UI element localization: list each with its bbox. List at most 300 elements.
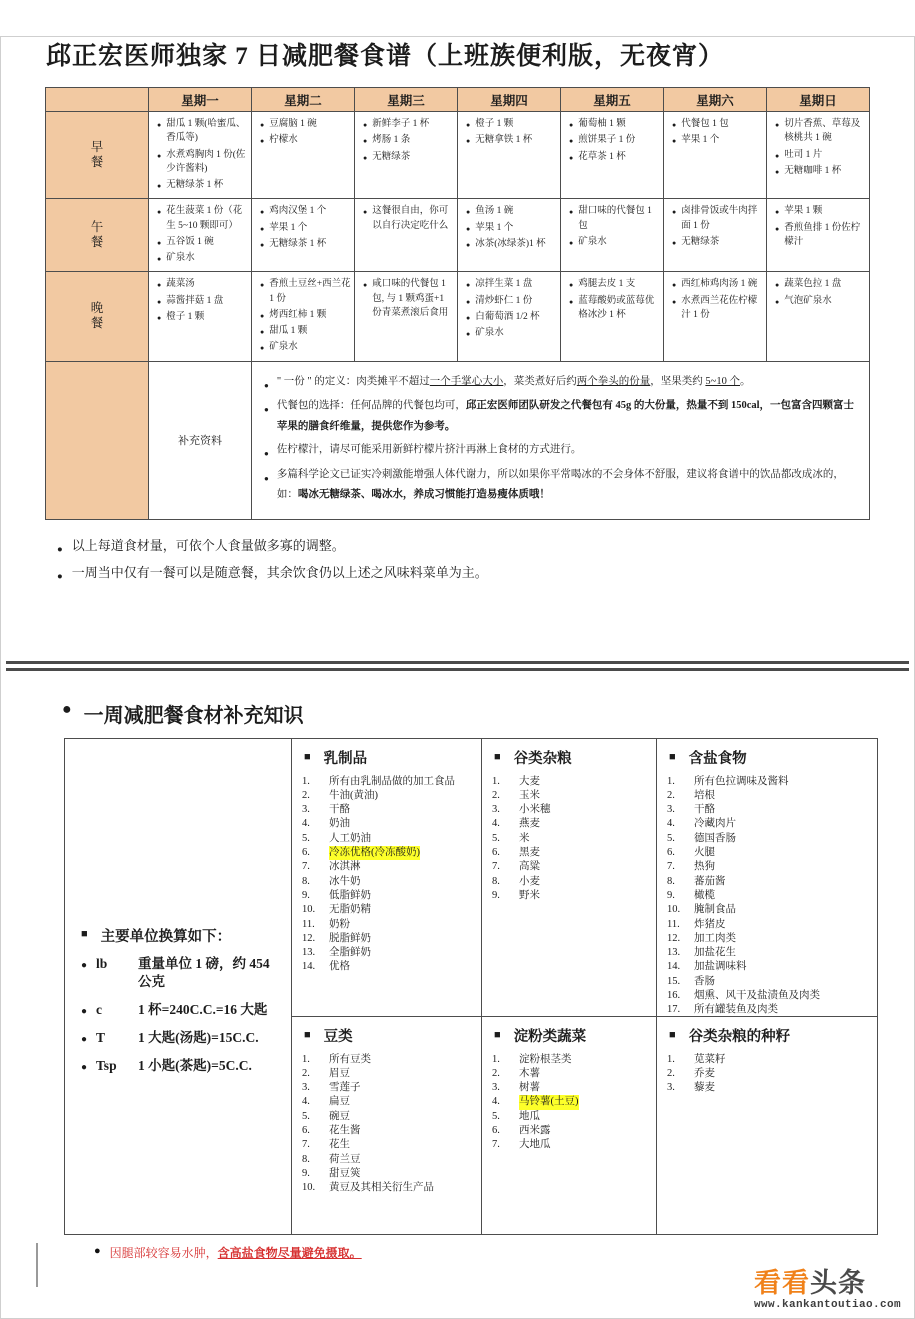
meal-label	[46, 199, 149, 272]
food-group-title	[302, 1025, 475, 1046]
food-item	[492, 789, 650, 803]
menu-item-text: 水煮鸡胸肉 1 份(佐少许酱料)	[166, 149, 246, 174]
menu-item	[463, 133, 557, 147]
supplement-item-text	[277, 372, 751, 394]
food-item-number: 4.	[667, 818, 675, 830]
bullet-icon: ●	[363, 121, 368, 129]
food-item	[667, 875, 871, 889]
food-item	[302, 803, 475, 817]
menu-item	[257, 340, 351, 354]
bullet-icon: ●	[81, 1062, 88, 1074]
bullet-icon: ●	[466, 281, 471, 290]
food-item	[302, 1095, 475, 1109]
food-group-title	[302, 747, 475, 768]
food-item-number: 2.	[667, 1067, 675, 1079]
unit-desc: 1 大匙(汤匙)=15C.C.	[138, 1030, 259, 1046]
food-item-text: 炸猪皮	[694, 918, 726, 930]
watermark-url: www.kankantoutiao.com	[753, 1299, 901, 1311]
menu-item	[669, 117, 763, 131]
food-item-text: 苋菜籽	[694, 1053, 726, 1065]
menu-item-text: 煎饼果子 1 份	[578, 135, 636, 146]
food-group-cell	[291, 1016, 481, 1234]
meal-row	[46, 272, 870, 361]
food-item-text: 冷冻优格(冷冻酸奶)	[329, 846, 420, 860]
food-group-title-text: 豆类	[323, 1028, 353, 1045]
food-item-number: 9.	[492, 889, 500, 901]
food-item	[667, 1067, 871, 1081]
menu-notes	[57, 533, 915, 587]
unit-conversion-item	[79, 1057, 283, 1076]
bullet-icon: ●	[81, 1034, 88, 1046]
menu-item-text: 咸口味的代餐包 1 包, 与 1 颗鸡蛋+1 份青菜煮滚后食用	[372, 279, 449, 318]
food-item-text: 玉米	[519, 789, 540, 801]
text-segment: 代餐包的选择：任何品牌的代餐包均可，	[276, 400, 466, 412]
text-segment: ，菜类煮好后约	[503, 375, 577, 387]
food-item-number: 6.	[667, 847, 675, 859]
food-item-text: 干酪	[329, 804, 350, 816]
food-item-number: 7.	[667, 861, 675, 873]
food-item	[302, 932, 475, 946]
text-segment: 含高盐食物尽量避免摄取。	[217, 1245, 362, 1260]
food-item-number: 2.	[302, 789, 310, 801]
bullet-icon: ●	[569, 137, 574, 146]
food-item-number: 8.	[492, 875, 500, 887]
food-item-text: 冰淇淋	[329, 861, 361, 873]
text-segment: " 一份 " 的定义：肉类摊平不超过	[276, 375, 430, 387]
page-title: 邱正宏医师独家 7 日减肥餐食谱（上班族便利版，无夜宵）	[46, 43, 725, 70]
food-item	[492, 1138, 650, 1152]
menu-item	[566, 150, 660, 164]
unit-abbr: T	[96, 1030, 106, 1046]
food-group-title-text: 谷类杂粮	[513, 750, 572, 767]
menu-item-text: 葡萄柚 1 颗	[578, 119, 626, 129]
salt-warning-text	[110, 1244, 362, 1261]
food-item-text: 全脂鲜奶	[329, 947, 371, 959]
food-item	[667, 832, 871, 846]
food-item	[667, 1003, 871, 1015]
menu-item	[463, 294, 557, 308]
menu-item-text: 矿泉水	[269, 342, 298, 353]
food-group-title-text: 淀粉类蔬菜	[513, 1028, 587, 1045]
food-item-text: 冰牛奶	[329, 875, 361, 887]
food-item	[302, 1138, 475, 1152]
food-group-title-text: 乳制品	[323, 750, 368, 767]
food-item-number: 1.	[492, 1053, 500, 1065]
food-item	[302, 832, 475, 846]
bullet-icon: ●	[260, 328, 265, 336]
food-item-text: 高粱	[519, 861, 540, 873]
text-segment: 佐柠檬汁，请尽可能采用新鲜柠檬片挤汁再淋上食材的方式进行。	[276, 444, 582, 456]
day-header: 星期四	[458, 88, 561, 112]
meal-label-char: 餐	[90, 235, 104, 250]
menu-item-text: 花生菠菜 1 份（花生 5~10 颗即可）	[166, 206, 243, 231]
menu-item	[154, 294, 248, 308]
food-item-text: 小麦	[519, 875, 540, 887]
food-item-number: 6.	[302, 1125, 310, 1137]
food-item-number: 2.	[667, 789, 675, 801]
bullet-icon: ●	[672, 297, 677, 306]
note-text: 以上每道食材量，可依个人食量做多寡的调整。	[71, 537, 345, 553]
bullet-icon: ●	[260, 121, 265, 129]
food-item-number: 13.	[302, 947, 316, 959]
food-item	[667, 860, 871, 874]
food-item-text: 培根	[694, 789, 715, 801]
food-item-number: 7.	[302, 1139, 310, 1151]
food-item-text: 奶粉	[329, 918, 350, 930]
bullet-icon: ●	[775, 297, 780, 306]
food-item-text: 脱脂鲜奶	[329, 932, 371, 944]
meal-label-char: 早	[90, 139, 104, 154]
supplement-item	[260, 396, 857, 437]
bullet-icon: ●	[775, 121, 780, 129]
menu-item	[257, 324, 351, 338]
menu-item	[669, 235, 763, 249]
food-item-text: 黑麦	[519, 847, 540, 859]
food-item-text: 藜麦	[694, 1082, 715, 1094]
menu-item	[360, 277, 454, 320]
menu-item	[772, 117, 866, 146]
food-group-title	[492, 747, 650, 768]
food-knowledge-table	[64, 738, 878, 1235]
menu-cell	[561, 112, 664, 199]
bullet-icon: ●	[157, 297, 162, 306]
menu-cell	[458, 199, 561, 272]
food-item	[667, 1053, 871, 1067]
food-item-number: 10.	[302, 1182, 316, 1194]
menu-cell	[149, 112, 252, 199]
menu-item-text: 无糖绿茶	[372, 151, 411, 162]
day-header: 星期一	[149, 88, 252, 112]
food-item	[492, 1053, 650, 1067]
food-item-text: 橄榄	[694, 889, 715, 901]
bullet-icon: ●	[775, 224, 780, 233]
menu-item-text: 清炒虾仁 1 份	[475, 295, 533, 306]
text-segment: 5~10 个	[705, 375, 740, 387]
menu-item	[257, 133, 351, 147]
food-item-text: 西米露	[519, 1125, 551, 1137]
food-item	[492, 1124, 650, 1138]
menu-item	[360, 204, 454, 233]
bullet-icon: ●	[569, 281, 574, 290]
note-text: 一周当中仅有一餐可以是随意餐，其余饮食仍以上述之风味料菜单为主。	[71, 564, 488, 580]
food-item-number: 12.	[667, 932, 681, 944]
food-item	[302, 1110, 475, 1124]
bullet-icon: ●	[672, 208, 677, 217]
food-item-text: 腌制食品	[694, 904, 736, 916]
menu-item	[154, 277, 248, 291]
food-group-cell	[291, 739, 481, 1016]
menu-item-text: 矿泉水	[578, 236, 607, 247]
menu-item-text: 甜口味的代餐包 1 包	[578, 206, 652, 231]
food-item-text: 燕麦	[519, 818, 540, 830]
menu-item-text: 花草茶 1 杯	[578, 151, 626, 162]
menu-item-text: 西红柿鸡肉汤 1 碗	[681, 279, 758, 290]
menu-cell	[355, 272, 458, 361]
meal-label-char: 餐	[90, 155, 104, 170]
food-item	[492, 1095, 650, 1109]
food-item-text: 加工肉类	[694, 932, 736, 944]
food-item-number: 3.	[492, 804, 500, 816]
menu-item-text: 蔬菜色拉 1 盘	[784, 279, 842, 290]
menu-item-text: 矿泉水	[475, 328, 504, 338]
watermark	[754, 1269, 901, 1311]
food-item-number: 2.	[302, 1067, 310, 1079]
food-group-cell	[481, 1016, 656, 1234]
bullet-icon: ●	[466, 121, 471, 129]
food-item	[492, 889, 650, 903]
text-segment: 一个手掌心大小	[429, 375, 504, 387]
menu-item	[257, 117, 351, 131]
unit-abbr: Tsp	[96, 1058, 117, 1074]
food-item-number: 3.	[492, 1082, 500, 1094]
food-item	[492, 860, 650, 874]
menu-item	[257, 221, 351, 235]
food-item-text: 所有豆类	[329, 1053, 371, 1065]
food-item-number: 7.	[492, 1139, 500, 1151]
menu-item-text: 烤西红柿 1 颗	[269, 309, 327, 320]
text-segment: 邱正宏医师团队研发之代餐包有 45g 的大份量，热量不到 150cal，一包富含四颗富士苹果的膳食纤维量，提供您作为参考。	[276, 400, 855, 432]
food-item-number: 9.	[667, 889, 675, 901]
square-bullet-icon: ■	[81, 927, 88, 940]
menu-item-text: 橙子 1 颗	[166, 311, 205, 322]
food-item	[492, 1081, 650, 1095]
food-item-number: 15.	[667, 975, 681, 987]
unit-desc: 重量单位 1 磅，约 454 公克	[138, 955, 270, 990]
bullet-icon: ●	[81, 959, 88, 971]
food-group-cell	[656, 1016, 877, 1234]
menu-cell	[458, 112, 561, 199]
unit-abbr: lb	[96, 955, 108, 971]
food-group-title-text: 含盐食物	[688, 750, 747, 767]
menu-cell	[252, 272, 355, 361]
food-item	[302, 889, 475, 903]
menu-item-text: 柠檬水	[269, 135, 298, 146]
menu-item-text: 新鲜李子 1 杯	[372, 119, 430, 129]
food-item	[667, 989, 871, 1003]
menu-item	[566, 294, 660, 323]
food-item	[302, 1067, 475, 1081]
menu-cell	[458, 272, 561, 361]
bullet-icon: ●	[672, 121, 677, 129]
bullet-icon: ●	[94, 1244, 101, 1257]
supplement-item	[260, 372, 857, 394]
food-item-text: 木薯	[519, 1067, 540, 1079]
food-item	[302, 960, 475, 974]
food-item	[667, 803, 871, 817]
menu-cell	[664, 112, 767, 199]
food-item-text: 德国香肠	[694, 832, 736, 844]
day-header: 星期三	[355, 88, 458, 112]
food-item	[492, 803, 650, 817]
food-item	[492, 846, 650, 860]
supplement-item-text	[277, 465, 857, 506]
menu-item-text: 蔬菜汤	[166, 279, 195, 290]
food-item	[667, 775, 871, 789]
food-item-text: 淀粉根茎类	[519, 1053, 572, 1065]
meal-label-char: 晚	[90, 300, 104, 315]
menu-item-text: 橙子 1 颗	[475, 119, 514, 129]
bullet-icon: ●	[62, 700, 72, 718]
bullet-icon: ●	[569, 297, 574, 306]
food-item-text: 干酪	[694, 804, 715, 816]
menu-item	[257, 308, 351, 322]
menu-item-text: 冰茶(冰绿茶)1 杯	[475, 238, 546, 249]
menu-cell	[664, 272, 767, 361]
menu-item-text: 气泡矿泉水	[784, 295, 832, 306]
food-item-text: 加盐花生	[694, 947, 736, 959]
food-item	[667, 889, 871, 903]
food-item	[302, 946, 475, 960]
square-bullet-icon: ■	[304, 750, 311, 763]
food-item-number: 6.	[492, 847, 500, 859]
bullet-icon: ●	[260, 224, 265, 233]
day-header: 星期五	[561, 88, 664, 112]
menu-item-text: 甜瓜 1 颗(哈蜜瓜、香瓜等)	[166, 119, 246, 144]
food-item	[302, 1153, 475, 1167]
food-item-text: 野米	[519, 889, 540, 901]
food-item-number: 6.	[302, 847, 310, 859]
salt-warning-note	[94, 1244, 915, 1261]
food-item-text: 黄豆及其相关衍生产品	[329, 1182, 434, 1194]
food-item	[492, 817, 650, 831]
bullet-icon: ●	[264, 380, 269, 390]
menu-cell	[149, 272, 252, 361]
meal-label	[46, 112, 149, 199]
food-item-number: 5.	[302, 832, 310, 844]
food-item-text: 树薯	[519, 1082, 540, 1094]
bullet-icon: ●	[569, 208, 574, 217]
section-title-text: 一周减肥餐食材补充知识	[83, 704, 304, 727]
food-item-text: 烟熏、风干及盐渍鱼及肉类	[694, 990, 820, 1002]
menu-item	[463, 117, 557, 131]
menu-item-text: 卤排骨饭或牛肉拌面 1 份	[681, 206, 758, 231]
menu-item	[772, 221, 866, 250]
menu-item-text: 五谷饭 1 碗	[166, 236, 214, 247]
menu-item-text: 无糖咖啡 1 杯	[784, 165, 842, 176]
bullet-icon: ●	[466, 330, 471, 338]
menu-item	[257, 204, 351, 218]
text-segment: 喝冰无糖绿茶、喝冰水，养成习惯能打造易瘦体质哦！	[297, 489, 550, 501]
menu-item-text: 苹果 1 个	[475, 222, 514, 233]
food-item-text: 花生	[329, 1139, 350, 1151]
food-item-text: 蕃茄酱	[694, 875, 726, 887]
food-item	[667, 789, 871, 803]
unit-desc: 1 杯=240C.C.=16 大匙	[138, 1002, 268, 1018]
meal-row	[46, 112, 870, 199]
text-segment: 两个拳头的份量	[576, 375, 651, 387]
menu-item	[669, 204, 763, 233]
food-item	[667, 960, 871, 974]
menu-item	[257, 277, 351, 306]
day-header: 星期日	[767, 88, 870, 112]
unit-conversion-item	[79, 955, 283, 993]
menu-item-text: 矿泉水	[166, 253, 195, 263]
food-item-text: 热狗	[694, 861, 715, 873]
menu-item	[566, 235, 660, 249]
menu-cell	[664, 199, 767, 272]
menu-item	[566, 204, 660, 233]
bullet-icon: ●	[260, 281, 265, 290]
supplement-row	[46, 361, 870, 519]
bullet-icon: ●	[81, 1006, 88, 1018]
food-item-number: 4.	[302, 1096, 310, 1108]
menu-item	[772, 148, 866, 162]
food-item-number: 12.	[302, 932, 316, 944]
food-item	[302, 846, 475, 860]
bullet-icon: ●	[775, 167, 780, 176]
menu-item	[257, 237, 351, 251]
meal-label	[46, 272, 149, 361]
bullet-icon: ●	[157, 208, 162, 217]
food-group-cell	[656, 739, 877, 1016]
menu-item	[772, 164, 866, 178]
food-item-text: 所有色拉调味及酱料	[694, 775, 789, 787]
food-item	[302, 1053, 475, 1067]
food-item-number: 1.	[667, 1053, 675, 1065]
food-item	[667, 1081, 871, 1095]
food-item-number: 5.	[302, 1110, 310, 1122]
food-item-number: 2.	[492, 1067, 500, 1079]
food-group-title	[667, 747, 871, 768]
food-item-text: 米	[519, 832, 530, 844]
day-header-row	[46, 88, 870, 112]
menu-item-text: 苹果 1 个	[269, 222, 308, 233]
square-bullet-icon: ■	[494, 1028, 501, 1041]
menu-item-text: 蓝莓酸奶或蓝莓优格冰沙 1 杯	[578, 295, 655, 320]
menu-item	[463, 237, 557, 251]
bullet-icon: ●	[157, 255, 162, 263]
menu-item	[669, 133, 763, 147]
food-item	[302, 1124, 475, 1138]
food-item	[302, 1081, 475, 1095]
bullet-icon: ●	[672, 137, 677, 146]
watermark-logo	[754, 1269, 901, 1299]
food-item-text: 大麦	[519, 775, 540, 787]
bullet-icon: ●	[569, 238, 574, 247]
food-item	[302, 860, 475, 874]
menu-cell	[561, 199, 664, 272]
menu-item	[463, 204, 557, 218]
menu-item-text: 苹果 1 颗	[784, 206, 823, 217]
bullet-icon: ●	[363, 137, 368, 146]
menu-item	[772, 294, 866, 308]
food-item-number: 8.	[667, 875, 675, 887]
food-item-number: 10.	[667, 904, 681, 916]
bullet-icon: ●	[157, 121, 162, 129]
food-item-number: 11.	[302, 918, 315, 930]
menu-cell	[149, 199, 252, 272]
menu-cell	[252, 112, 355, 199]
food-item-text: 花生酱	[329, 1125, 361, 1137]
food-item-text: 火腿	[694, 847, 715, 859]
bullet-icon: ●	[466, 137, 471, 146]
bullet-icon: ●	[466, 313, 471, 322]
food-item-number: 5.	[492, 832, 500, 844]
menu-item	[463, 221, 557, 235]
unit-desc: 1 小匙(茶匙)=5C.C.	[138, 1058, 252, 1074]
food-group-title	[667, 1025, 871, 1046]
bullet-icon: ●	[157, 151, 162, 160]
menu-item	[463, 326, 557, 340]
food-item-number: 1.	[667, 775, 675, 787]
bullet-icon: ●	[363, 153, 368, 162]
unit-conversion-cell	[65, 739, 291, 1234]
food-item-number: 7.	[302, 861, 310, 873]
food-item-number: 9.	[302, 1167, 310, 1179]
food-item-number: 5.	[492, 1110, 500, 1122]
food-item-text: 大地瓜	[519, 1139, 551, 1151]
bullet-icon: ●	[264, 405, 269, 415]
